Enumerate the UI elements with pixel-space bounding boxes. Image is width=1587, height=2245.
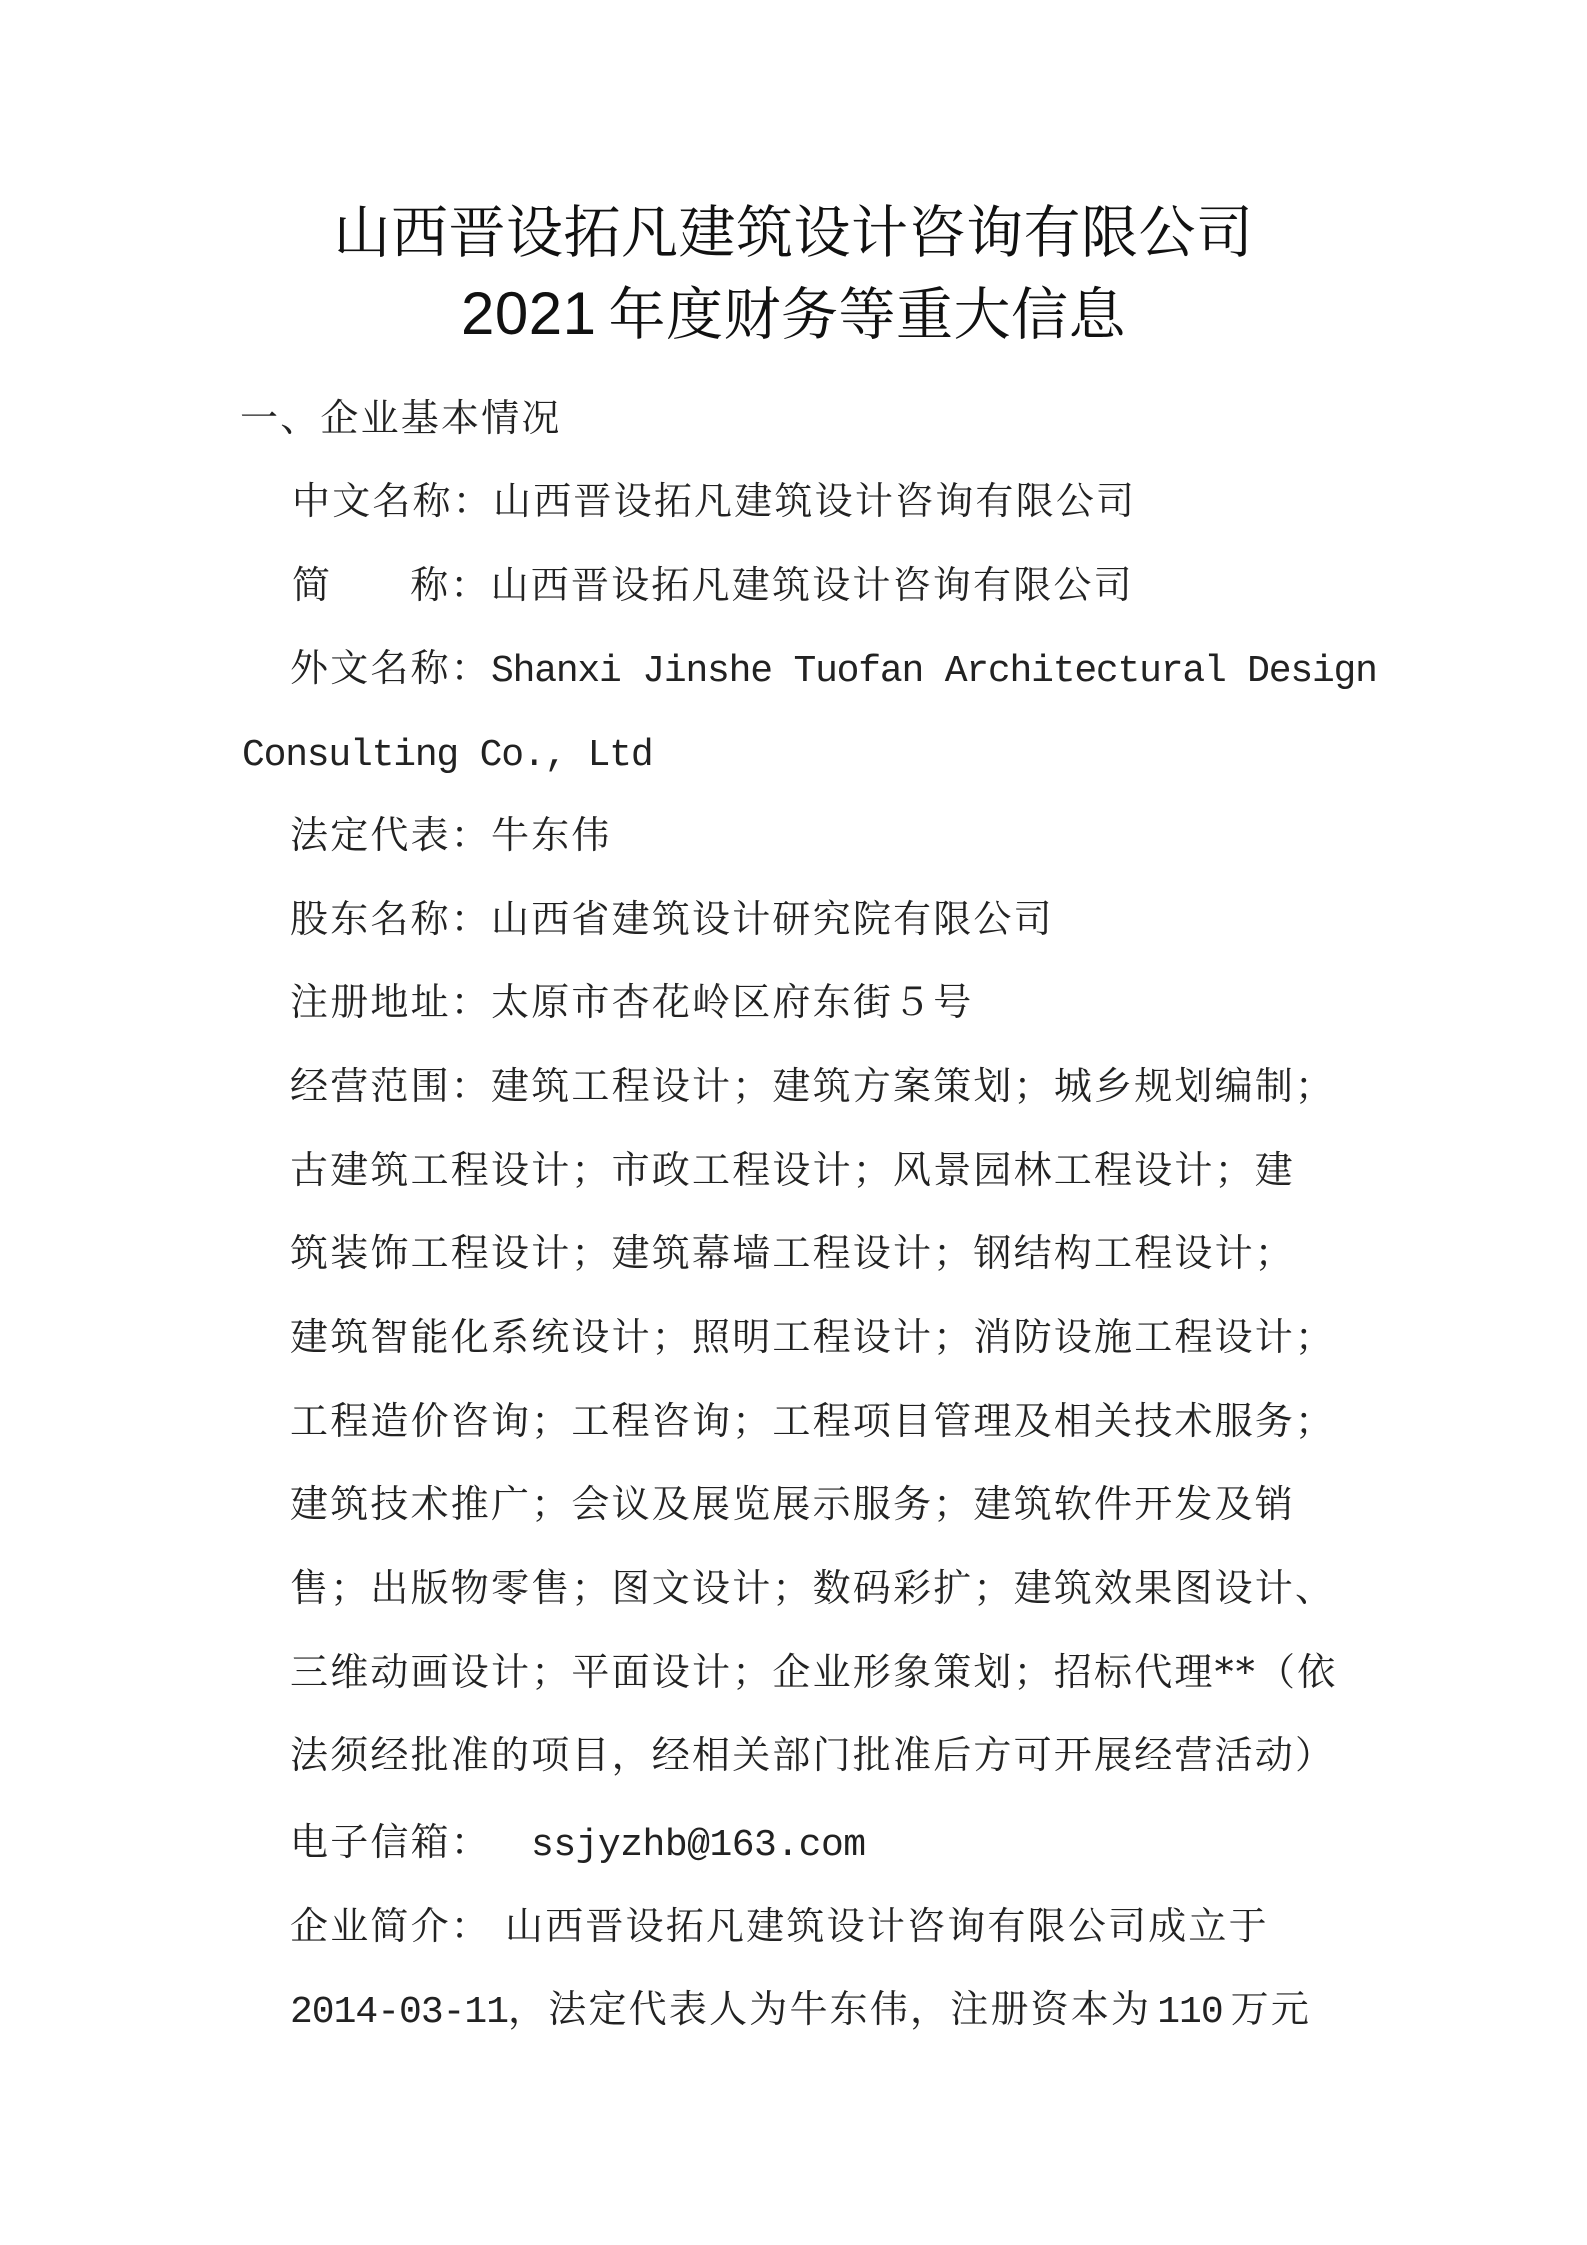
business-scope-line (290, 1307, 1335, 1367)
field-value: 山西晋设拓凡建筑设计咨询有限公司 (493, 479, 1137, 523)
field-label: 外文名称： (290, 646, 492, 690)
document-title-line2 (0, 274, 1587, 355)
registered-capital-unit: 万元 (1230, 1987, 1312, 2031)
field-foreign-name-cont (242, 722, 652, 782)
field-label: 注册地址： (290, 980, 492, 1024)
field-label: 简 (292, 563, 333, 607)
business-scope-text: 古建筑工程设计；市政工程设计；风景园林工程设计；建 (290, 1148, 1296, 1192)
field-value: 牛东伟 (491, 813, 612, 857)
business-scope-line (290, 1725, 1335, 1785)
report-subject: 年度财务等重大信息 (608, 283, 1126, 347)
field-value: Shanxi Jinshe Tuofan Architectural Design (491, 650, 1377, 693)
business-scope-line (290, 1558, 1335, 1618)
business-scope-text: 三维动画设计；平面设计；企业形象策划；招标代理**（依 (290, 1650, 1338, 1694)
field-chinese-name (292, 471, 1136, 531)
email-link[interactable]: ssjyzhb@163.com (531, 1824, 866, 1867)
established-date: 2014-03-11 (290, 1991, 509, 2034)
registered-capital-amount: 110 (1157, 1991, 1223, 2034)
business-scope-text: 售；出版物零售；图文设计；数码彩扩；建筑效果图设计、 (290, 1566, 1336, 1610)
field-label: 股东名称： (290, 897, 492, 941)
business-scope-text: 建筑智能化系统设计；照明工程设计；消防设施工程设计； (290, 1315, 1336, 1359)
field-label: 法定代表： (290, 813, 492, 857)
field-value: 建筑工程设计；建筑方案策划；城乡规划编制； (491, 1064, 1336, 1108)
business-scope-line (290, 1140, 1295, 1200)
business-scope-line (290, 1391, 1335, 1451)
document-title-line1 (0, 193, 1587, 273)
field-label: 企业简介： (290, 1904, 492, 1948)
section-heading-text: 一、企业基本情况 (240, 396, 562, 440)
field-value: 山西晋设拓凡建筑设计咨询有限公司成立于 (505, 1904, 1269, 1948)
field-legal-representative (290, 805, 612, 865)
business-scope-text: 建筑技术推广；会议及展览展示服务；建筑软件开发及销 (290, 1482, 1296, 1526)
field-shareholder (290, 889, 1054, 949)
business-scope-line (290, 1474, 1295, 1534)
field-value: Consulting Co., Ltd (242, 734, 653, 777)
field-short-name (292, 555, 1134, 615)
field-label: 电子信箱： (290, 1820, 492, 1864)
field-label: 中文名称： (292, 479, 494, 523)
business-scope-line (290, 1642, 1337, 1702)
report-year: 2021 (461, 280, 597, 347)
business-scope-text: 法须经批准的项目，经相关部门批准后方可开展经营活动） (290, 1733, 1336, 1777)
field-registered-address (290, 972, 973, 1032)
field-business-scope (290, 1056, 1335, 1116)
field-value: 山西省建筑设计研究院有限公司 (491, 897, 1054, 941)
field-email (290, 1812, 866, 1872)
business-scope-text: 工程造价咨询；工程咨询；工程项目管理及相关技术服务； (290, 1399, 1336, 1443)
company-profile-line (290, 1979, 1311, 2039)
field-label: 称： (410, 563, 491, 607)
business-scope-text: 筑装饰工程设计；建筑幕墙工程设计；钢结构工程设计； (290, 1231, 1296, 1275)
field-foreign-name (290, 638, 1377, 698)
company-profile-text: ，法定代表人为牛东伟，注册资本为 (508, 1987, 1152, 2031)
field-value: 山西晋设拓凡建筑设计咨询有限公司 (490, 563, 1134, 607)
business-scope-line (290, 1223, 1295, 1283)
field-label: 经营范围： (290, 1064, 492, 1108)
company-name-title: 山西晋设拓凡建筑设计咨询有限公司 (333, 200, 1254, 266)
section-heading (240, 388, 562, 448)
field-company-profile (290, 1896, 1269, 1956)
field-value: 太原市杏花岭区府东街５号 (491, 980, 974, 1024)
